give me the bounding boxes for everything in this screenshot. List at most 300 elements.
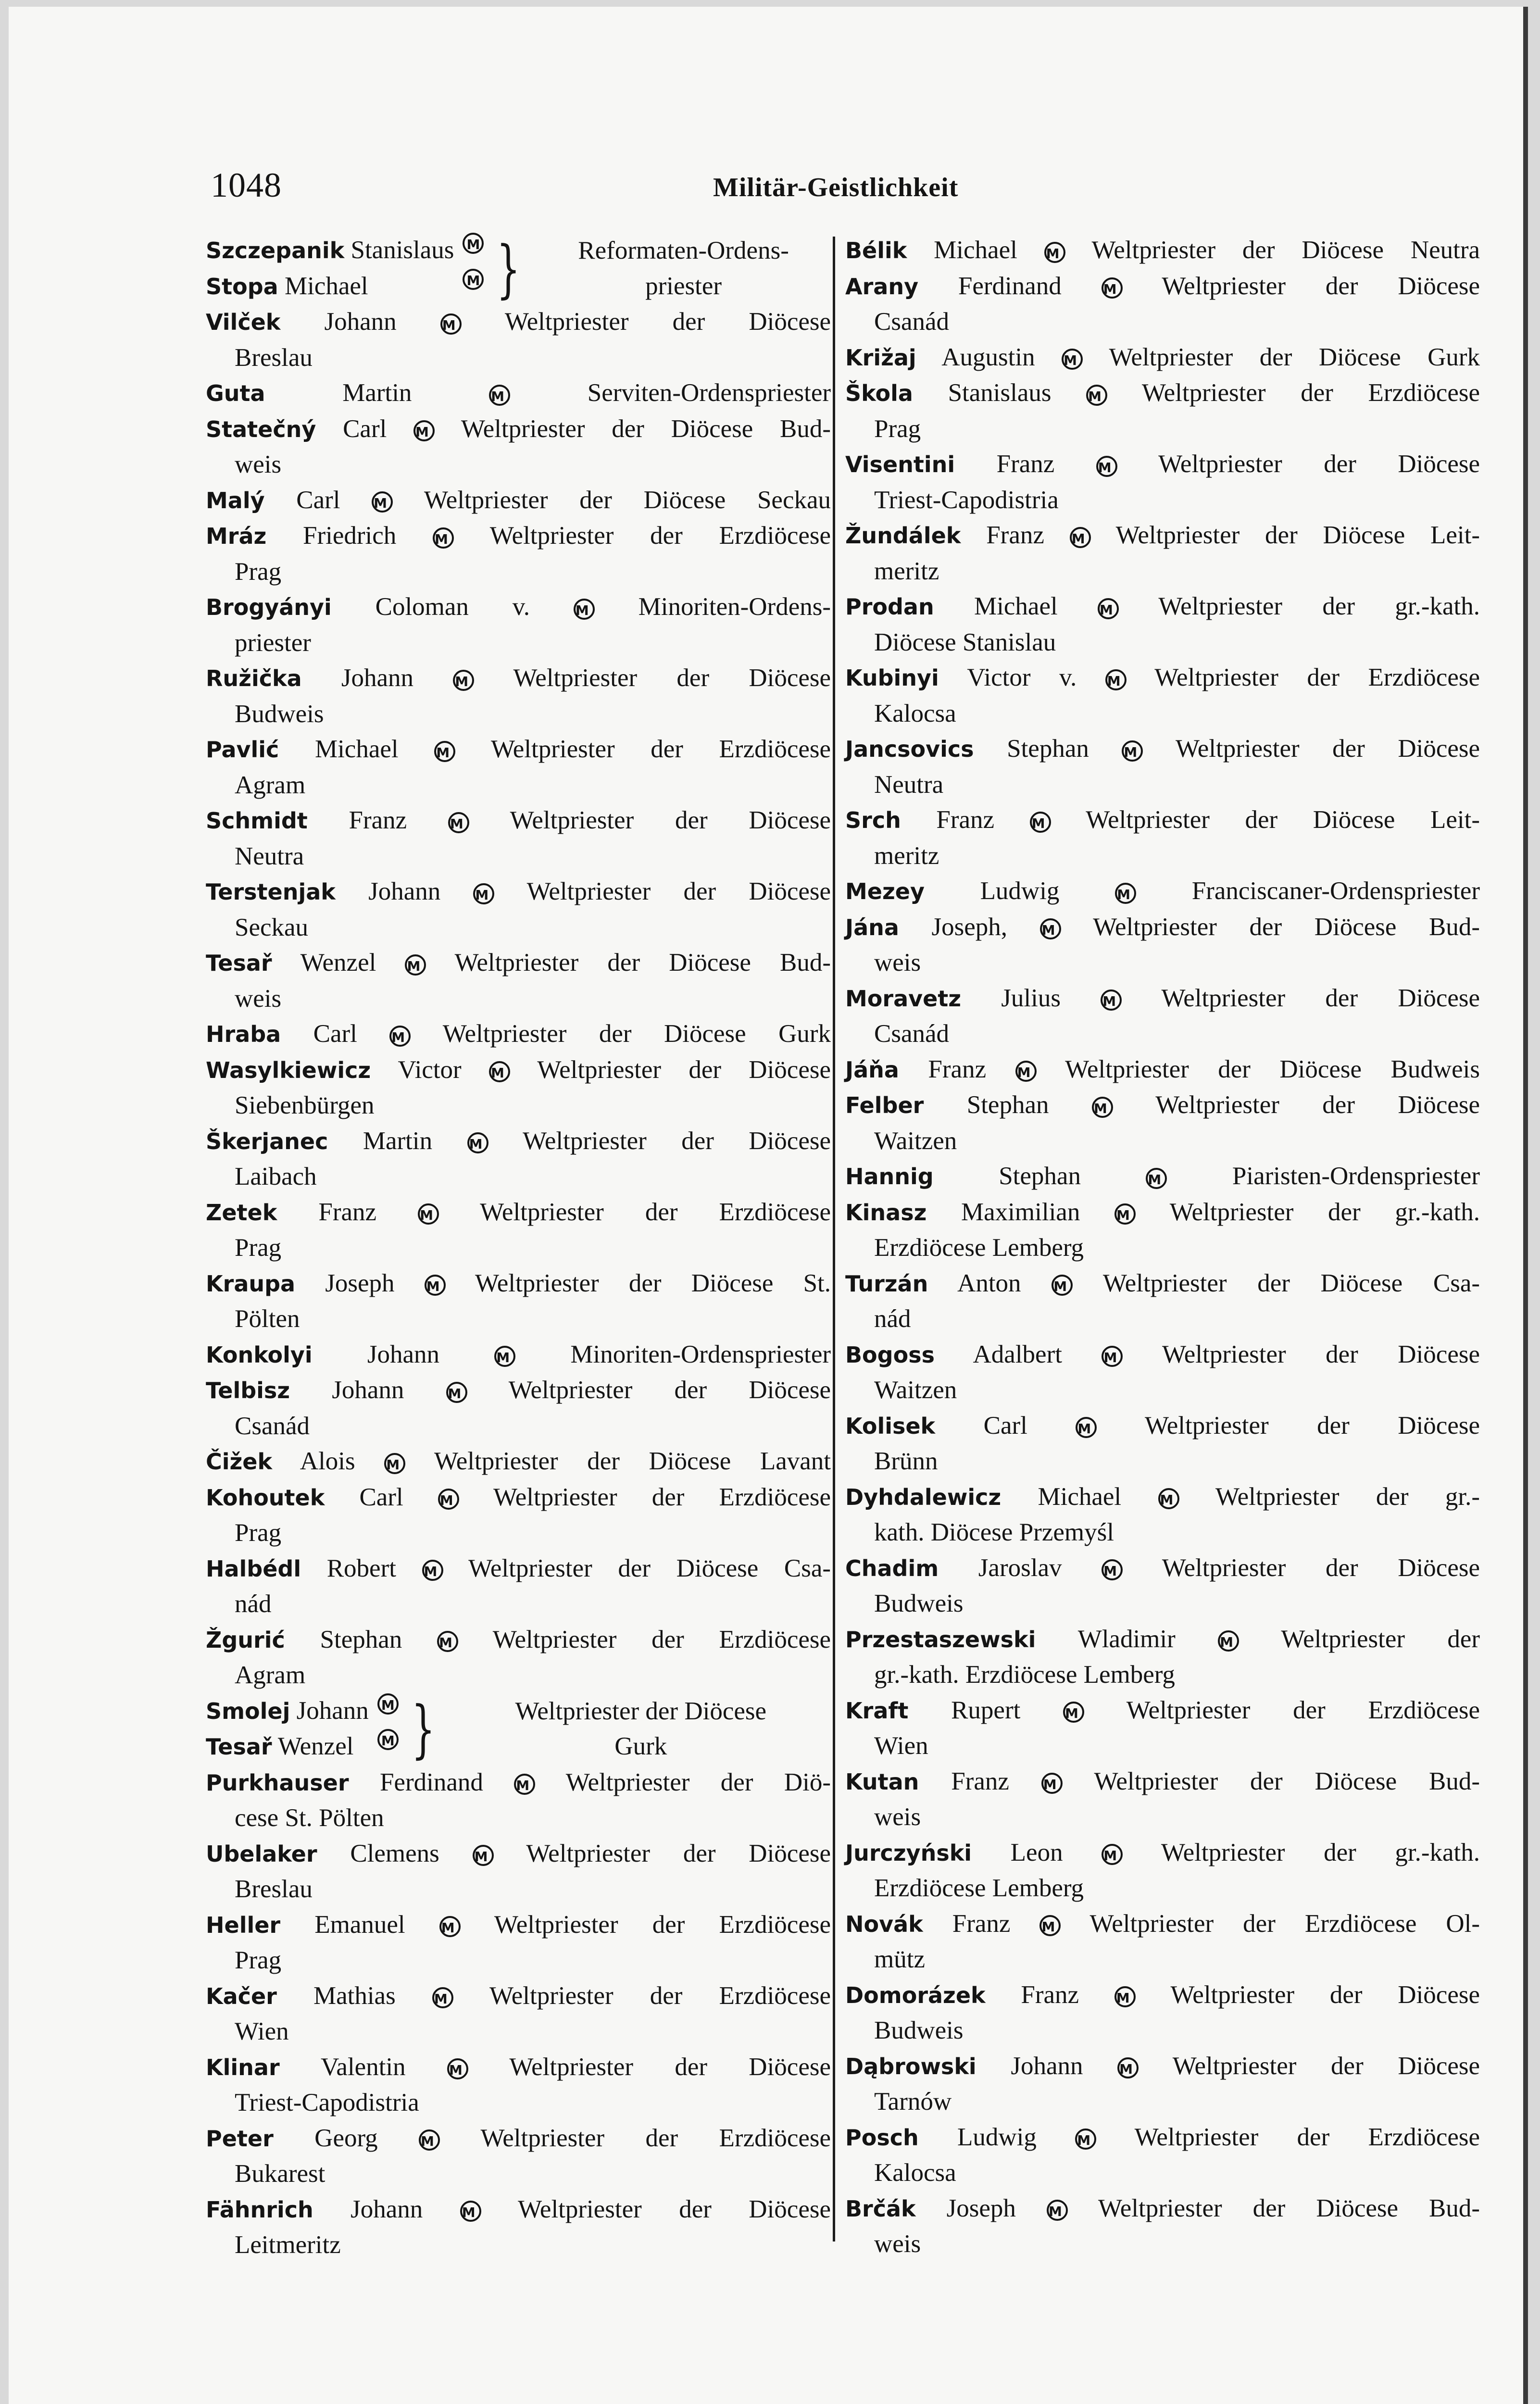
entry-surname: Prodan xyxy=(845,594,934,620)
entry-surname: Ubelaker xyxy=(206,1841,317,1867)
entry-surname: Wasylkiewicz xyxy=(206,1057,371,1083)
entry-surname: Terstenjak xyxy=(206,879,336,905)
entry-line xyxy=(845,910,1480,946)
entry-line xyxy=(206,1337,831,1373)
entry-description: Weltpriester der Erzdiöcese xyxy=(489,522,831,550)
entry-continuation: Waitzen xyxy=(874,1127,957,1155)
militaer-m-icon: M xyxy=(1015,1061,1037,1082)
entry-continuation: Csanád xyxy=(874,1020,950,1048)
entry-given-name: Mathias xyxy=(313,1981,396,2010)
militaer-m-icon: M xyxy=(422,1560,443,1581)
entry-description: Weltpriester der Erzdiöcese xyxy=(490,735,831,763)
roster-entry xyxy=(845,1195,1480,1266)
militaer-m-icon: M xyxy=(1096,456,1117,477)
roster-entry xyxy=(206,1124,831,1195)
militaer-m-icon: M xyxy=(1063,1702,1084,1723)
running-title: Militär-Geistlichkeit xyxy=(713,173,959,202)
entry-description: Minoriten-Ordenspriester xyxy=(570,1340,831,1368)
militaer-m-icon: M xyxy=(372,491,393,513)
militaer-m-icon: M xyxy=(1039,1915,1061,1936)
entry-continuation: Budweis xyxy=(874,1590,964,1617)
roster-entry xyxy=(206,661,831,732)
entry-given-name: Adalbert xyxy=(973,1340,1062,1368)
entry-continuation: Brünn xyxy=(874,1447,938,1475)
militaer-m-icon: M xyxy=(1092,1097,1113,1118)
entry-given-name: Coloman v. xyxy=(375,593,530,621)
entry-given-name: Stephan xyxy=(320,1625,402,1653)
entry-given-name: Franz xyxy=(936,806,995,834)
entry-line xyxy=(206,483,831,519)
entry-line xyxy=(206,2050,831,2086)
entry-given-name: Johann xyxy=(1011,2052,1083,2080)
entry-line xyxy=(845,1052,1480,1088)
right-column xyxy=(845,233,1480,2262)
entry-continuation: Erzdiöcese Lemberg xyxy=(874,1234,1084,1262)
entry-given-name: Johann xyxy=(296,1696,369,1725)
entry-line xyxy=(206,1016,831,1052)
roster-entry xyxy=(845,1408,1480,1479)
entry-description: Weltpriester der Erzdiöcese Ol- xyxy=(1089,1909,1480,1938)
entry-continuation: Breslau xyxy=(235,1875,313,1903)
entry-description: Serviten-Ordenspriester xyxy=(587,379,831,407)
group-names xyxy=(206,233,484,304)
entry-line xyxy=(206,1907,831,1943)
entry-continuation: Seckau xyxy=(235,913,309,941)
militaer-m-icon: M xyxy=(460,2201,481,2222)
militaer-m-icon: M xyxy=(432,1987,453,2008)
entry-given-name: Joseph, xyxy=(931,913,1008,941)
entry-line xyxy=(845,340,1480,376)
entry-given-name: Johann xyxy=(367,1340,440,1368)
entry-description: Weltpriester der Diöcese Neutra xyxy=(1091,236,1480,264)
roster-entry xyxy=(206,874,831,945)
entry-continuation: Csanád xyxy=(874,308,950,336)
entry-description: Weltpriester der Diöcese Csa- xyxy=(1102,1269,1480,1297)
entry-continuation: Leitmeritz xyxy=(235,2231,341,2259)
entry-line xyxy=(206,2121,831,2157)
entry-surname: Kraupa xyxy=(206,1270,296,1297)
entry-continuation: Triest-Capodistria xyxy=(235,2089,419,2116)
militaer-m-icon: M xyxy=(405,954,426,976)
entry-surname: Szczepanik xyxy=(206,238,345,263)
entry-surname: Bélik xyxy=(845,238,907,263)
entry-continuation: Triest-Capodistria xyxy=(874,486,1059,514)
entry-description: Weltpriester der Diöcese Leit- xyxy=(1086,806,1480,834)
militaer-m-icon: M xyxy=(1102,1559,1123,1580)
entry-description: Weltpriester der Diö- xyxy=(565,1768,831,1796)
entry-description: Weltpriester der gr.-kath. xyxy=(1169,1198,1480,1226)
entry-given-name: Wenzel xyxy=(277,1732,354,1760)
roster-entry xyxy=(845,447,1480,518)
bracketed-entry-group xyxy=(206,233,831,304)
entry-given-name: Ferdinand xyxy=(958,272,1062,300)
entry-line xyxy=(206,945,831,981)
entry-given-name: Rupert xyxy=(951,1696,1021,1724)
entry-given-name: Valentin xyxy=(321,2053,406,2081)
entry-line xyxy=(206,376,831,412)
roster-entry xyxy=(206,2121,831,2192)
entry-surname: Arany xyxy=(845,273,919,300)
roster-entry xyxy=(845,1159,1480,1195)
entry-description: Weltpriester der Diöcese xyxy=(523,1127,831,1155)
entry-given-name: Wenzel xyxy=(300,949,376,977)
entry-description: Weltpriester der Erzdiöcese xyxy=(1126,1696,1480,1724)
entry-surname: Kutan xyxy=(845,1768,919,1795)
entry-description: Weltpriester der gr.-kath. xyxy=(1158,592,1480,620)
militaer-m-icon: M xyxy=(413,420,435,441)
entry-line xyxy=(845,1159,1480,1195)
group-name-row xyxy=(206,1729,399,1765)
entry-line xyxy=(845,447,1480,483)
entry-line xyxy=(206,518,831,554)
militaer-m-icon: M xyxy=(1117,2057,1139,2078)
entry-description: Weltpriester der Diöcese Leit- xyxy=(1115,521,1480,549)
entry-given-name: Stanislaus xyxy=(351,236,454,264)
group-name xyxy=(206,269,368,305)
roster-entry xyxy=(206,412,831,483)
entry-surname: Malý xyxy=(206,487,265,513)
militaer-m-icon: M xyxy=(389,1026,411,1047)
militaer-m-icon: M xyxy=(1075,2129,1096,2150)
militaer-m-icon: M xyxy=(433,527,454,549)
roster-entry xyxy=(206,518,831,589)
militaer-m-icon: M xyxy=(377,1693,399,1715)
entry-line xyxy=(845,2191,1480,2227)
entry-surname: Brčák xyxy=(845,2195,916,2222)
militaer-m-icon: M xyxy=(1101,989,1122,1011)
militaer-m-icon: M xyxy=(494,1346,515,1367)
entry-line xyxy=(206,1765,831,1801)
roster-entry xyxy=(845,802,1480,874)
group-description xyxy=(536,233,831,304)
entry-given-name: Johann xyxy=(341,664,414,692)
entry-surname: Brogyányi xyxy=(206,594,332,620)
militaer-m-icon: M xyxy=(1040,918,1061,939)
entry-surname: Konkolyi xyxy=(206,1341,313,1368)
entry-continuation: Csanád xyxy=(235,1412,310,1440)
entry-given-name: Stephan xyxy=(999,1162,1081,1190)
roster-entry xyxy=(845,589,1480,660)
left-column xyxy=(206,233,831,2263)
entry-description: Franciscaner-Ordenspriester xyxy=(1191,877,1480,905)
roster-entry xyxy=(206,732,831,803)
entry-description: Weltpriester der gr.- xyxy=(1215,1482,1480,1511)
roster-entry xyxy=(845,910,1480,981)
entry-description: Weltpriester der Erzdiöcese xyxy=(1141,379,1480,407)
group-description-line: Reformaten-Ordens- xyxy=(578,237,789,264)
roster-entry xyxy=(206,376,831,412)
entry-description: Weltpriester der Diöcese Bud- xyxy=(1093,913,1480,941)
entry-surname: Klinar xyxy=(206,2054,280,2080)
entry-continuation: Wien xyxy=(874,1732,928,1760)
roster-entry xyxy=(206,1765,831,1836)
entry-given-name: Carl xyxy=(296,486,340,514)
entry-continuation: weis xyxy=(235,984,282,1013)
entry-description: Weltpriester der Diöcese xyxy=(1161,984,1480,1012)
militaer-m-icon: M xyxy=(437,1631,458,1652)
entry-continuation: weis xyxy=(874,1803,921,1831)
entry-description: Weltpriester der Diöcese xyxy=(504,308,831,336)
militaer-m-icon: M xyxy=(1030,812,1051,833)
roster-entry xyxy=(206,2192,831,2263)
entry-continuation: Prag xyxy=(235,1234,282,1262)
entry-surname: Mezey xyxy=(845,878,925,904)
roster-entry xyxy=(845,1693,1480,1764)
entry-given-name: Stephan xyxy=(966,1091,1049,1119)
entry-surname: Pavlić xyxy=(206,737,279,763)
entry-description: Minoriten-Ordens- xyxy=(638,593,831,621)
entry-surname: Telbisz xyxy=(206,1377,290,1403)
entry-description: Weltpriester der Diöcese xyxy=(508,1376,831,1404)
entry-line xyxy=(845,802,1480,839)
entry-surname: Chadim xyxy=(845,1555,939,1581)
entry-description: Weltpriester der Erzdiöcese xyxy=(480,2124,831,2152)
page xyxy=(9,7,1528,2404)
entry-description: Weltpriester der Erzdiöcese xyxy=(480,1198,831,1226)
militaer-m-icon: M xyxy=(1076,1417,1097,1438)
entry-surname: Novák xyxy=(845,1911,923,1937)
entry-given-name: Jaroslav xyxy=(978,1553,1062,1582)
entry-description: Weltpriester der Diöcese Budweis xyxy=(1065,1055,1480,1083)
entry-line xyxy=(845,1195,1480,1231)
entry-given-name: Johann xyxy=(332,1376,404,1404)
entry-line xyxy=(206,803,831,839)
entry-given-name: Friedrich xyxy=(303,522,397,550)
entry-given-name: Martin xyxy=(342,379,412,407)
entry-description: Weltpriester der Diöcese xyxy=(1158,450,1480,478)
militaer-m-icon: M xyxy=(463,233,484,254)
entry-surname: Smolej xyxy=(206,1698,290,1724)
militaer-m-icon: M xyxy=(1102,1346,1123,1367)
entry-line xyxy=(845,2049,1480,2085)
entry-given-name: Martin xyxy=(363,1127,433,1155)
entry-description: Weltpriester der gr.-kath. xyxy=(1161,1838,1480,1866)
entry-surname: Moravetz xyxy=(845,985,962,1012)
entry-given-name: Wladimir xyxy=(1077,1625,1176,1653)
roster-entry xyxy=(206,589,831,661)
roster-entry xyxy=(206,803,831,874)
roster-entry xyxy=(845,1088,1480,1159)
group-description-line: priester xyxy=(645,272,722,300)
entry-description: Weltpriester der Diöcese xyxy=(513,664,831,692)
entry-given-name: Ludwig xyxy=(980,877,1060,905)
entry-line xyxy=(206,412,831,448)
entry-given-name: Maximilian xyxy=(961,1198,1080,1226)
roster-entry xyxy=(845,981,1480,1052)
entry-line xyxy=(845,589,1480,625)
militaer-m-icon: M xyxy=(1105,669,1127,690)
entry-line xyxy=(206,1978,831,2015)
militaer-m-icon: M xyxy=(1114,1203,1136,1225)
roster-entry xyxy=(845,1978,1480,2049)
entry-surname: Peter xyxy=(206,2125,274,2152)
entry-continuation: meritz xyxy=(874,841,939,870)
group-description xyxy=(451,1694,831,1765)
roster-entry xyxy=(206,1622,831,1693)
entry-description: Weltpriester der Diöcese xyxy=(1162,1553,1480,1582)
entry-continuation: mütz xyxy=(874,1945,925,1973)
entry-surname: Felber xyxy=(845,1092,924,1118)
militaer-m-icon: M xyxy=(489,385,510,406)
entry-given-name: Alois xyxy=(300,1447,355,1475)
entry-continuation: weis xyxy=(874,949,921,977)
entry-line xyxy=(845,1337,1480,1373)
entry-line xyxy=(206,589,831,626)
militaer-m-icon: M xyxy=(438,1489,459,1510)
roster-entry xyxy=(845,2120,1480,2191)
entry-surname: Domorázek xyxy=(845,1982,986,2008)
entry-continuation: weis xyxy=(235,451,282,478)
entry-given-name: Franz xyxy=(951,1767,1009,1795)
entry-given-name: Joseph xyxy=(946,2194,1016,2222)
entry-surname: Čižek xyxy=(206,1449,273,1475)
militaer-m-icon: M xyxy=(377,1729,399,1750)
entry-description: Weltpriester der Diöcese xyxy=(1170,1980,1480,2009)
entry-given-name: Georg xyxy=(314,2124,378,2152)
entry-continuation: Breslau xyxy=(235,343,313,372)
group-name xyxy=(206,1693,369,1729)
entry-line xyxy=(206,1052,831,1089)
entry-surname: Posch xyxy=(845,2124,919,2151)
entry-surname: Heller xyxy=(206,1912,281,1938)
page-number: 1048 xyxy=(211,166,282,204)
curly-brace: } xyxy=(496,232,521,305)
entry-surname: Dąbrowski xyxy=(845,2053,977,2079)
entry-surname: Tesař xyxy=(206,1734,272,1760)
curly-brace: } xyxy=(411,1692,435,1765)
entry-given-name: Carl xyxy=(343,414,387,443)
militaer-m-icon: M xyxy=(1115,883,1136,904)
roster-entry xyxy=(206,945,831,1016)
militaer-m-icon: M xyxy=(1044,242,1065,263)
group-name-row xyxy=(206,1693,399,1729)
militaer-m-icon: M xyxy=(453,670,474,691)
entry-continuation: nád xyxy=(235,1590,272,1618)
entry-continuation: Prag xyxy=(235,1946,282,1974)
entry-description: Weltpriester der Diöcese Bud- xyxy=(461,414,831,443)
entry-given-name: Michael xyxy=(934,236,1017,264)
entry-line xyxy=(845,269,1480,305)
entry-description: Weltpriester der Diöcese xyxy=(1155,1091,1480,1119)
roster-entry xyxy=(845,2049,1480,2120)
roster-entry xyxy=(206,1907,831,1978)
entry-given-name: Joseph xyxy=(325,1269,395,1297)
roster-entry xyxy=(206,1266,831,1337)
entry-line xyxy=(845,1978,1480,2014)
militaer-m-icon: M xyxy=(1062,349,1083,370)
militaer-m-icon: M xyxy=(1047,2200,1068,2221)
roster-entry xyxy=(845,518,1480,589)
entry-continuation: Neutra xyxy=(235,842,304,870)
roster-entry xyxy=(206,1016,831,1052)
entry-continuation: Erzdiöcese Lemberg xyxy=(874,1874,1084,1902)
militaer-m-icon: M xyxy=(1122,740,1143,762)
entry-description: Weltpriester der Erzdiöcese xyxy=(494,1910,831,1939)
group-names xyxy=(206,1693,399,1765)
entry-line xyxy=(845,660,1480,696)
militaer-m-icon: M xyxy=(1146,1168,1167,1189)
entry-given-name: Johann xyxy=(368,877,441,905)
roster-entry xyxy=(845,1479,1480,1551)
roster-entry xyxy=(845,1906,1480,1978)
roster-entry xyxy=(206,1480,831,1551)
militaer-m-icon: M xyxy=(384,1453,405,1474)
entry-given-name: Franz xyxy=(986,521,1044,549)
entry-given-name: Franz xyxy=(318,1198,377,1226)
militaer-m-icon: M xyxy=(514,1774,535,1795)
roster-entry xyxy=(845,1764,1480,1835)
entry-description: Weltpriester der Diöcese Bud- xyxy=(1098,2194,1480,2222)
page-header xyxy=(211,165,1470,218)
entry-given-name: Stanislaus xyxy=(948,379,1052,407)
militaer-m-icon: M xyxy=(1102,277,1123,299)
entry-continuation: Kalocsa xyxy=(874,2159,956,2187)
column-divider xyxy=(833,237,835,2241)
entry-given-name: Anton xyxy=(957,1269,1021,1297)
entry-given-name: Leon xyxy=(1010,1838,1063,1866)
entry-surname: Turzán xyxy=(845,1270,928,1297)
roster-entry xyxy=(206,1836,831,1907)
militaer-m-icon: M xyxy=(1086,385,1107,406)
roster-entry xyxy=(206,1337,831,1373)
entry-continuation: Wien xyxy=(235,2017,289,2045)
militaer-m-icon: M xyxy=(463,269,484,290)
militaer-m-icon: M xyxy=(489,1061,510,1082)
entry-surname: Statečný xyxy=(206,416,316,442)
entry-given-name: Michael xyxy=(1038,1482,1122,1511)
roster-entry xyxy=(845,874,1480,910)
militaer-m-icon: M xyxy=(473,1845,494,1866)
entry-surname: Halbédl xyxy=(206,1555,301,1582)
entry-description: Weltpriester der Diöcese Bud- xyxy=(454,949,831,977)
entry-line xyxy=(206,1480,831,1516)
entry-description: Weltpriester der Diöcese xyxy=(526,1839,831,1867)
entry-continuation: Prag xyxy=(235,557,282,586)
entry-continuation: gr.-kath. Erzdiöcese Lemberg xyxy=(874,1661,1175,1689)
entry-continuation: priester xyxy=(235,628,311,657)
entry-given-name: Franz xyxy=(952,1909,1011,1938)
entry-surname: Purkhauser xyxy=(206,1769,349,1796)
entry-continuation: kath. Diöcese Przemyśl xyxy=(874,1518,1114,1546)
entry-description: Weltpriester der Diöcese Seckau xyxy=(424,486,831,514)
entry-description: Weltpriester der Diöcese Csa- xyxy=(468,1554,831,1582)
entry-line xyxy=(845,1408,1480,1444)
entry-surname: Przestaszewski xyxy=(845,1626,1036,1653)
entry-line xyxy=(845,233,1480,269)
group-name-row xyxy=(206,269,484,305)
entry-description: Weltpriester der xyxy=(1281,1625,1480,1653)
militaer-m-icon: M xyxy=(1114,1986,1136,2007)
entry-continuation: Agram xyxy=(235,1661,306,1689)
entry-surname: Hraba xyxy=(206,1021,281,1047)
militaer-m-icon: M xyxy=(1102,1844,1123,1865)
entry-description: Weltpriester der Erzdiöcese xyxy=(492,1625,831,1653)
roster-entry xyxy=(206,1195,831,1266)
roster-entry xyxy=(845,269,1480,340)
roster-entry xyxy=(206,1373,831,1444)
entry-description: Weltpriester der Diöcese Lavant xyxy=(434,1447,831,1475)
entry-description: Weltpriester der Erzdiöcese xyxy=(493,1483,831,1511)
militaer-m-icon: M xyxy=(1158,1488,1179,1509)
entry-given-name: Ferdinand xyxy=(379,1768,483,1796)
entry-surname: Kohoutek xyxy=(206,1484,325,1511)
entry-given-name: Ludwig xyxy=(957,2123,1037,2151)
roster-entry xyxy=(845,376,1480,447)
entry-line xyxy=(845,518,1480,554)
entry-description: Weltpriester der Erzdiöcese xyxy=(1154,664,1480,691)
entry-given-name: Carl xyxy=(983,1411,1027,1440)
entry-surname: Dyhdalewicz xyxy=(845,1484,1002,1510)
